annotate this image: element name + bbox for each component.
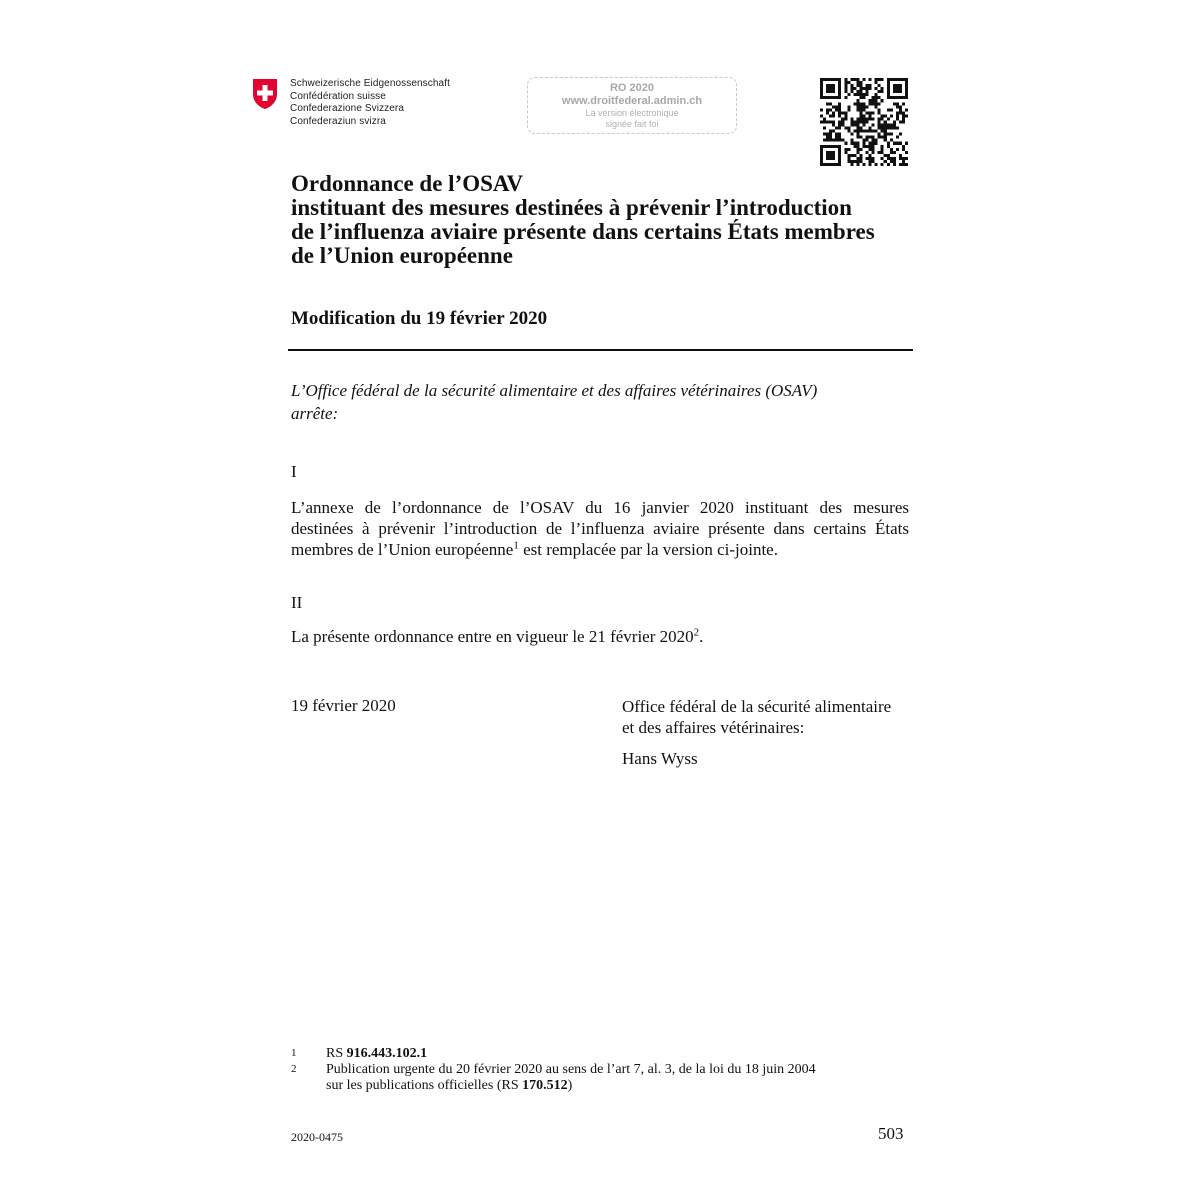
preamble-authority: L’Office fédéral de la sécurité alimentaire et des affaires vétérinaires (OSAV) [291,381,818,400]
title-divider [288,349,913,351]
footnote-reference-link[interactable]: 916.443.102.1 [346,1046,428,1061]
footnote-reference-link[interactable]: 170.512 [522,1078,568,1093]
footnote-prefix: RS [326,1046,347,1061]
footnote-text: Publication urgente du 20 février 2020 au sens de l’art 7, al. 3, de la loi du 18 juin 2004 [326,1062,816,1077]
title-line: de l’influenza aviaire présente dans certains États membres [291,219,875,244]
signatory-name: Hans Wyss [622,749,698,768]
section-1-line: destinées à prévenir l’introduction de l’influenza aviaire présente dans certains États [291,519,909,538]
page-number: 503 [878,1124,904,1143]
section-1-line [291,539,909,560]
title-line: instituant des mesures destinées à prévenir l’introduction [291,195,852,220]
signature-office [622,696,891,738]
confederation-name [290,78,450,128]
office-line: Office fédéral de la sécurité alimentaire [622,697,892,716]
document-title [291,172,931,268]
section-1-text [291,497,909,560]
confederation-line-de: Schweizerische Eidgenossenschaft [290,78,450,89]
confederation-line-rm: Confederaziun svizra [290,115,386,127]
section-1-text-part: est remplacée par la version ci-jointe. [518,540,778,559]
section-2-text-part: . [699,627,704,646]
preamble-decree: arrête: [291,404,339,423]
modification-date-heading: Modification du 19 février 2020 [291,308,548,329]
signature-date: 19 février 2020 [291,696,396,715]
stamp-note-1: La version électronique [585,108,679,118]
section-1-text-part: membres de l’Union européenne [291,540,514,559]
footnote-text [326,1078,816,1094]
qr-code-icon [820,78,908,166]
footnote-number: 1 [291,1047,297,1059]
footnote-ref-1[interactable]: 1 [513,539,519,552]
preamble [291,379,817,425]
footnote-1 [291,1046,816,1062]
confederation-line-fr: Confédération suisse [290,90,386,102]
publication-stamp [527,77,737,134]
section-1-line: L’annexe de l’ordonnance de l’OSAV du 16 janvier 2020 instituant des mesures [291,498,909,517]
document-number: 2020-0475 [291,1130,343,1144]
footnote-2 [291,1062,816,1094]
title-line: Ordonnance de l’OSAV [291,171,524,196]
office-line: et des affaires vétérinaires: [622,718,805,737]
title-line: de l’Union européenne [291,243,513,268]
stamp-url: www.droitfederal.admin.ch [561,95,703,107]
footnote-text [326,1046,816,1062]
footnote-number: 2 [291,1063,297,1075]
footnote-suffix: ) [567,1078,573,1093]
section-number-2: II [291,593,303,612]
footnotes [291,1046,816,1094]
swiss-coat-of-arms-icon [252,78,278,110]
section-2-text [291,627,703,647]
footnote-prefix: sur les publications officielles (RS [326,1078,523,1093]
stamp-ro: RO 2020 [609,82,655,94]
section-2-text-part: La présente ordonnance entre en vigueur le 21 février 2020 [291,627,694,646]
footnote-ref-2[interactable]: 2 [693,626,700,639]
section-number-1: I [291,462,297,481]
stamp-note-2: signée fait foi [605,119,659,129]
confederation-line-it: Confederazione Svizzera [290,103,405,114]
